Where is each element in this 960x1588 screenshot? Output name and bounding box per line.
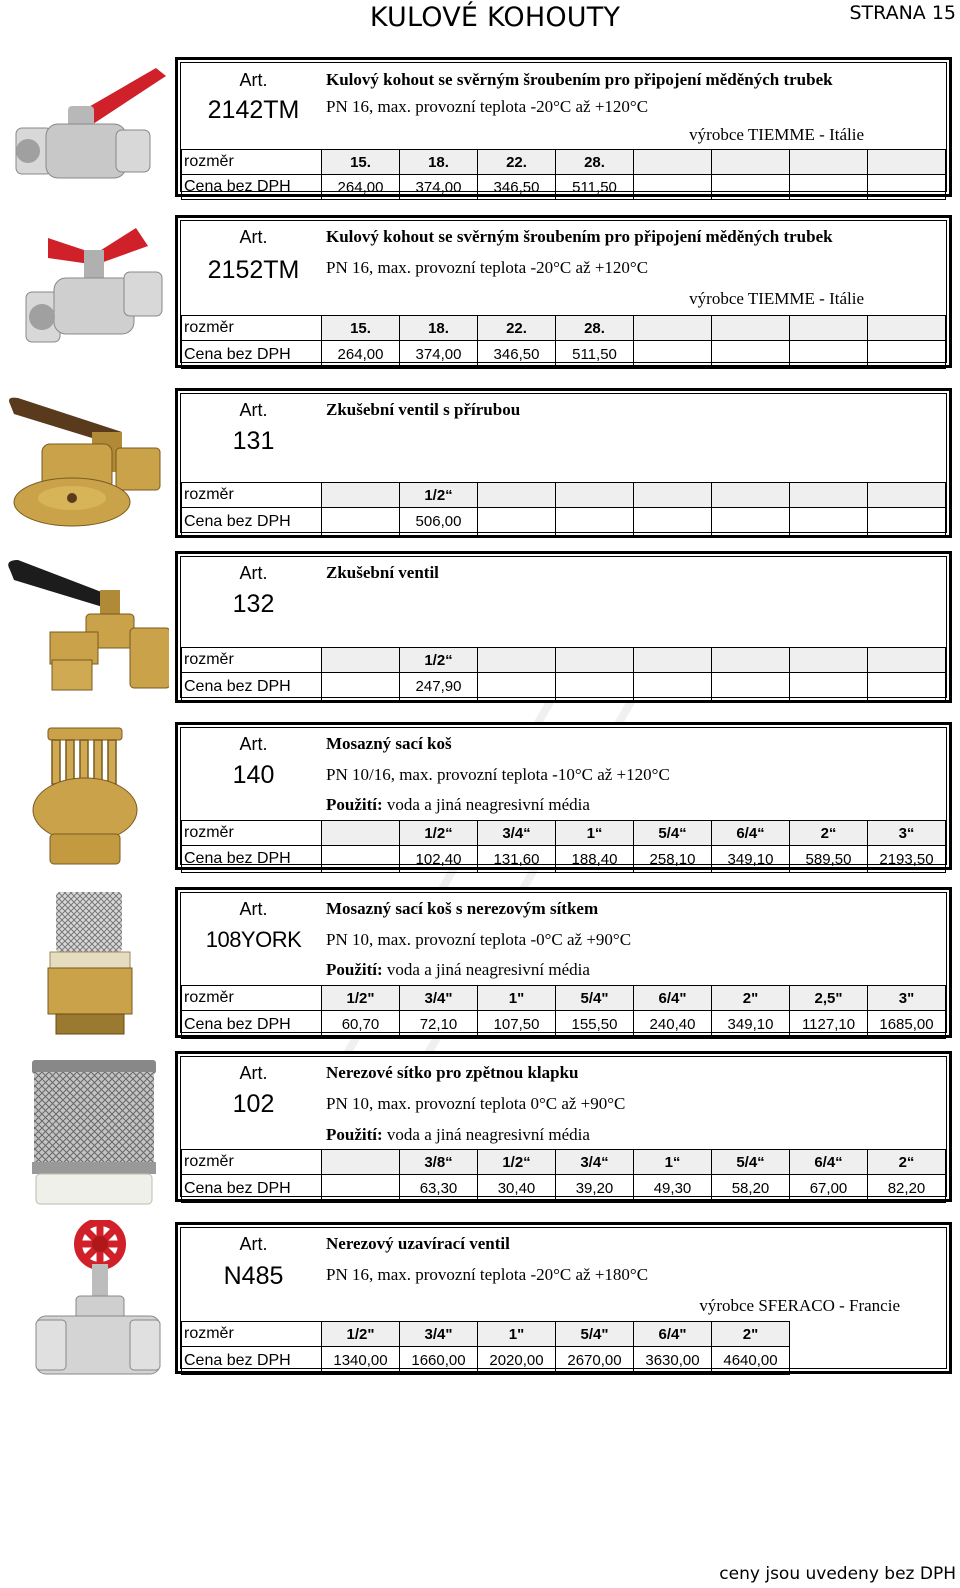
product-title: Mosazný sací koš bbox=[326, 734, 452, 753]
price-cell: 349,10 bbox=[712, 1011, 790, 1039]
price-cell: 374,00 bbox=[400, 175, 478, 200]
size-cell bbox=[868, 150, 946, 175]
price-label: Cena bez DPH bbox=[182, 175, 322, 200]
price-cell bbox=[790, 1347, 868, 1375]
price-cell bbox=[556, 508, 634, 536]
size-cell: 3/4“ bbox=[556, 1150, 634, 1175]
price-row bbox=[182, 846, 946, 873]
price-cell: 589,50 bbox=[790, 846, 868, 873]
art-label: Art. bbox=[239, 1063, 268, 1083]
size-cell: 5/4“ bbox=[634, 821, 712, 846]
art-code: N485 bbox=[223, 1262, 284, 1290]
size-cell: 6/4“ bbox=[790, 1150, 868, 1175]
size-cell: 1" bbox=[478, 986, 556, 1011]
description bbox=[326, 728, 940, 818]
size-cell: 3“ bbox=[868, 821, 946, 846]
art-code: 132 bbox=[232, 590, 275, 618]
description bbox=[326, 1228, 940, 1320]
size-cell bbox=[712, 648, 790, 673]
usage-label: Použití: bbox=[326, 960, 383, 979]
price-cell bbox=[712, 508, 790, 536]
description bbox=[326, 63, 940, 143]
art-label: Art. bbox=[239, 227, 268, 247]
size-row bbox=[182, 1150, 946, 1175]
price-cell bbox=[634, 673, 712, 701]
price-cell: 3630,00 bbox=[634, 1347, 712, 1375]
price-table bbox=[181, 647, 946, 701]
size-cell bbox=[634, 648, 712, 673]
size-cell bbox=[322, 483, 400, 508]
price-table bbox=[181, 149, 946, 200]
product-N485 bbox=[175, 1222, 952, 1374]
price-cell: 60,70 bbox=[322, 1011, 400, 1039]
price-cell bbox=[322, 846, 400, 873]
product-manufacturer: výrobce TIEMME - Itálie bbox=[689, 125, 864, 144]
price-cell: 240,40 bbox=[634, 1011, 712, 1039]
size-cell bbox=[712, 150, 790, 175]
size-cell: 5/4" bbox=[556, 986, 634, 1011]
price-cell: 2670,00 bbox=[556, 1347, 634, 1375]
brass-foot-strainer-icon bbox=[30, 726, 140, 868]
size-cell: 5/4“ bbox=[712, 1150, 790, 1175]
product-manufacturer: výrobce SFERACO - Francie bbox=[699, 1296, 900, 1315]
price-table bbox=[181, 1321, 946, 1375]
size-cell bbox=[634, 150, 712, 175]
size-label: rozměr bbox=[182, 1322, 322, 1347]
size-cell bbox=[478, 483, 556, 508]
price-cell: 264,00 bbox=[322, 175, 400, 200]
price-cell: 258,10 bbox=[634, 846, 712, 873]
size-label: rozměr bbox=[182, 316, 322, 341]
price-cell: 1660,00 bbox=[400, 1347, 478, 1375]
size-cell bbox=[868, 648, 946, 673]
size-cell: 1/2“ bbox=[400, 821, 478, 846]
red-lever-ball-valve-icon bbox=[6, 58, 166, 194]
size-cell: 18. bbox=[400, 316, 478, 341]
product-frame bbox=[180, 556, 947, 698]
product-title: Kulový kohout se svěrným šroubením pro připojení měděných trubek bbox=[326, 70, 833, 89]
price-row bbox=[182, 341, 946, 369]
price-cell: 2020,00 bbox=[478, 1347, 556, 1375]
size-cell: 5/4" bbox=[556, 1322, 634, 1347]
size-cell bbox=[790, 648, 868, 673]
price-row bbox=[182, 508, 946, 536]
product-frame bbox=[180, 1056, 947, 1197]
size-cell bbox=[790, 483, 868, 508]
size-cell bbox=[478, 648, 556, 673]
product-108YORK bbox=[175, 887, 952, 1038]
price-row bbox=[182, 1011, 946, 1039]
product-2142TM bbox=[175, 57, 952, 197]
price-cell: 63,30 bbox=[400, 1175, 478, 1203]
size-cell bbox=[556, 483, 634, 508]
price-cell: 264,00 bbox=[322, 341, 400, 369]
size-cell bbox=[790, 1322, 868, 1347]
size-label: rozměr bbox=[182, 821, 322, 846]
price-cell: 155,50 bbox=[556, 1011, 634, 1039]
size-cell bbox=[322, 648, 400, 673]
product-title: Kulový kohout se svěrným šroubením pro připojení měděných trubek bbox=[326, 227, 833, 246]
price-cell bbox=[556, 673, 634, 701]
art-code: 131 bbox=[232, 427, 275, 455]
size-cell bbox=[634, 483, 712, 508]
price-cell bbox=[478, 508, 556, 536]
price-label: Cena bez DPH bbox=[182, 1011, 322, 1039]
product-132 bbox=[175, 551, 952, 703]
price-cell: 1127,10 bbox=[790, 1011, 868, 1039]
product-title: Zkušební ventil s přírubou bbox=[326, 400, 521, 419]
size-label: rozměr bbox=[182, 986, 322, 1011]
price-cell bbox=[322, 673, 400, 701]
size-label: rozměr bbox=[182, 150, 322, 175]
price-label: Cena bez DPH bbox=[182, 1347, 322, 1375]
price-table bbox=[181, 1149, 946, 1203]
size-cell: 1/2" bbox=[322, 1322, 400, 1347]
price-cell bbox=[322, 508, 400, 536]
product-frame bbox=[180, 393, 947, 533]
price-cell bbox=[634, 341, 712, 369]
size-cell: 3/4" bbox=[400, 986, 478, 1011]
price-cell: 102,40 bbox=[400, 846, 478, 873]
price-cell: 30,40 bbox=[478, 1175, 556, 1203]
size-row bbox=[182, 648, 946, 673]
size-label: rozměr bbox=[182, 1150, 322, 1175]
price-row bbox=[182, 673, 946, 701]
product-spec: PN 10, max. provozní teplota -0°C až +90°C bbox=[326, 930, 632, 949]
price-cell: 39,20 bbox=[556, 1175, 634, 1203]
size-cell: 6/4" bbox=[634, 1322, 712, 1347]
product-2152TM bbox=[175, 215, 952, 368]
price-cell bbox=[868, 673, 946, 701]
price-cell bbox=[634, 175, 712, 200]
size-cell bbox=[868, 483, 946, 508]
footer-note: ceny jsou uvedeny bez DPH bbox=[719, 1564, 956, 1584]
product-title: Zkušební ventil bbox=[326, 563, 439, 582]
product-102 bbox=[175, 1051, 952, 1202]
size-cell: 3" bbox=[868, 986, 946, 1011]
price-label: Cena bez DPH bbox=[182, 846, 322, 873]
product-spec: PN 10, max. provozní teplota 0°C až +90°C bbox=[326, 1094, 626, 1113]
price-cell: 82,20 bbox=[868, 1175, 946, 1203]
price-cell bbox=[790, 175, 868, 200]
price-cell: 346,50 bbox=[478, 341, 556, 369]
size-cell: 3/8“ bbox=[400, 1150, 478, 1175]
size-cell: 15. bbox=[322, 150, 400, 175]
size-cell: 1/2“ bbox=[400, 483, 478, 508]
description bbox=[326, 1057, 940, 1147]
price-cell bbox=[322, 1175, 400, 1203]
usage-label: Použití: bbox=[326, 1125, 383, 1144]
description bbox=[326, 557, 940, 645]
size-cell bbox=[868, 1322, 946, 1347]
price-cell bbox=[868, 1347, 946, 1375]
price-cell bbox=[634, 508, 712, 536]
size-cell: 2“ bbox=[868, 1150, 946, 1175]
size-label: rozměr bbox=[182, 483, 322, 508]
price-cell bbox=[790, 508, 868, 536]
brass-strainer-mesh-icon bbox=[26, 890, 138, 1038]
price-cell bbox=[712, 341, 790, 369]
stainless-globe-valve-icon bbox=[28, 1220, 168, 1380]
size-cell: 22. bbox=[478, 150, 556, 175]
price-cell bbox=[868, 341, 946, 369]
usage-text: voda a jiná neagresivní média bbox=[386, 795, 590, 814]
price-cell: 188,40 bbox=[556, 846, 634, 873]
size-cell: 6/4“ bbox=[712, 821, 790, 846]
product-frame bbox=[180, 62, 947, 196]
usage-text: voda a jiná neagresivní média bbox=[386, 1125, 590, 1144]
price-cell: 247,90 bbox=[400, 673, 478, 701]
product-title: Mosazný sací koš s nerezovým sítkem bbox=[326, 899, 599, 918]
size-row bbox=[182, 483, 946, 508]
size-cell bbox=[556, 648, 634, 673]
price-cell: 4640,00 bbox=[712, 1347, 790, 1375]
art-code: 2142TM bbox=[207, 96, 300, 124]
art-code: 140 bbox=[232, 761, 275, 789]
art-label: Art. bbox=[239, 899, 268, 919]
size-cell: 2" bbox=[712, 986, 790, 1011]
size-cell: 2" bbox=[712, 1322, 790, 1347]
product-spec: PN 16, max. provozní teplota -20°C až +120°C bbox=[326, 97, 649, 116]
price-label: Cena bez DPH bbox=[182, 1175, 322, 1203]
art-label: Art. bbox=[239, 70, 268, 90]
price-cell bbox=[868, 175, 946, 200]
red-butterfly-ball-valve-icon bbox=[18, 218, 168, 350]
product-usage bbox=[326, 1124, 590, 1146]
price-row bbox=[182, 1347, 946, 1375]
price-row bbox=[182, 1175, 946, 1203]
price-cell bbox=[790, 341, 868, 369]
size-cell bbox=[634, 316, 712, 341]
art-label: Art. bbox=[239, 400, 268, 420]
price-cell: 511,50 bbox=[556, 175, 634, 200]
price-cell: 1340,00 bbox=[322, 1347, 400, 1375]
price-table bbox=[181, 482, 946, 536]
price-table bbox=[181, 820, 946, 873]
price-label: Cena bez DPH bbox=[182, 341, 322, 369]
size-cell: 1/2“ bbox=[478, 1150, 556, 1175]
price-table bbox=[181, 985, 946, 1039]
size-cell bbox=[790, 150, 868, 175]
art-code: 102 bbox=[232, 1090, 275, 1118]
art-label: Art. bbox=[239, 1234, 268, 1254]
product-spec: PN 16, max. provozní teplota -20°C až +120°C bbox=[326, 258, 649, 277]
price-cell: 58,20 bbox=[712, 1175, 790, 1203]
art-code: 2152TM bbox=[207, 256, 300, 284]
size-cell: 1/2" bbox=[322, 986, 400, 1011]
size-cell: 1“ bbox=[556, 821, 634, 846]
size-label: rozměr bbox=[182, 648, 322, 673]
size-row bbox=[182, 1322, 946, 1347]
price-cell bbox=[868, 508, 946, 536]
size-cell: 15. bbox=[322, 316, 400, 341]
price-cell: 131,60 bbox=[478, 846, 556, 873]
description bbox=[326, 893, 940, 983]
price-cell: 107,50 bbox=[478, 1011, 556, 1039]
size-cell: 28. bbox=[556, 316, 634, 341]
size-cell: 18. bbox=[400, 150, 478, 175]
art-code: 108YORK bbox=[205, 927, 302, 952]
price-cell bbox=[790, 673, 868, 701]
product-frame bbox=[180, 220, 947, 363]
product-usage bbox=[326, 794, 590, 816]
size-row bbox=[182, 150, 946, 175]
page-number: STRANA 15 bbox=[849, 2, 956, 24]
product-title: Nerezový uzavírací ventil bbox=[326, 1234, 510, 1253]
price-label: Cena bez DPH bbox=[182, 673, 322, 701]
art-label: Art. bbox=[239, 734, 268, 754]
price-cell: 2193,50 bbox=[868, 846, 946, 873]
test-valve-icon bbox=[4, 556, 169, 698]
size-cell: 3/4“ bbox=[478, 821, 556, 846]
art-label: Art. bbox=[239, 563, 268, 583]
product-frame bbox=[180, 727, 947, 868]
price-cell: 1685,00 bbox=[868, 1011, 946, 1039]
price-row bbox=[182, 175, 946, 200]
price-cell: 511,50 bbox=[556, 341, 634, 369]
size-cell: 6/4" bbox=[634, 986, 712, 1011]
usage-text: voda a jiná neagresivní média bbox=[386, 960, 590, 979]
description bbox=[326, 221, 940, 311]
size-cell: 3/4" bbox=[400, 1322, 478, 1347]
product-title: Nerezové sítko pro zpětnou klapku bbox=[326, 1063, 579, 1082]
product-spec: PN 10/16, max. provozní teplota -10°C až +120°C bbox=[326, 765, 670, 784]
size-cell bbox=[712, 483, 790, 508]
price-cell: 349,10 bbox=[712, 846, 790, 873]
price-cell: 346,50 bbox=[478, 175, 556, 200]
size-cell bbox=[322, 821, 400, 846]
price-cell: 374,00 bbox=[400, 341, 478, 369]
size-cell bbox=[868, 316, 946, 341]
price-table bbox=[181, 315, 946, 369]
size-cell: 2“ bbox=[790, 821, 868, 846]
price-cell bbox=[712, 175, 790, 200]
size-cell: 22. bbox=[478, 316, 556, 341]
size-cell bbox=[322, 1150, 400, 1175]
size-cell bbox=[790, 316, 868, 341]
price-label: Cena bez DPH bbox=[182, 508, 322, 536]
size-row bbox=[182, 316, 946, 341]
size-cell: 1" bbox=[478, 1322, 556, 1347]
size-cell: 1“ bbox=[634, 1150, 712, 1175]
size-row bbox=[182, 986, 946, 1011]
size-row bbox=[182, 821, 946, 846]
page-title: KULOVÉ KOHOUTY bbox=[369, 2, 621, 33]
size-cell: 28. bbox=[556, 150, 634, 175]
flanged-test-valve-icon bbox=[2, 392, 167, 532]
price-cell: 49,30 bbox=[634, 1175, 712, 1203]
price-cell bbox=[712, 673, 790, 701]
product-frame bbox=[180, 1227, 947, 1369]
description bbox=[326, 394, 940, 480]
price-cell bbox=[478, 673, 556, 701]
price-cell: 72,10 bbox=[400, 1011, 478, 1039]
usage-label: Použití: bbox=[326, 795, 383, 814]
size-cell bbox=[712, 316, 790, 341]
product-131 bbox=[175, 388, 952, 538]
product-usage bbox=[326, 959, 590, 981]
product-frame bbox=[180, 892, 947, 1033]
price-cell: 506,00 bbox=[400, 508, 478, 536]
stainless-mesh-screen-icon bbox=[28, 1058, 160, 1208]
size-cell: 1/2“ bbox=[400, 648, 478, 673]
size-cell: 2,5" bbox=[790, 986, 868, 1011]
price-cell: 67,00 bbox=[790, 1175, 868, 1203]
product-140 bbox=[175, 722, 952, 870]
product-manufacturer: výrobce TIEMME - Itálie bbox=[689, 289, 864, 308]
product-spec: PN 16, max. provozní teplota -20°C až +180°C bbox=[326, 1265, 649, 1284]
